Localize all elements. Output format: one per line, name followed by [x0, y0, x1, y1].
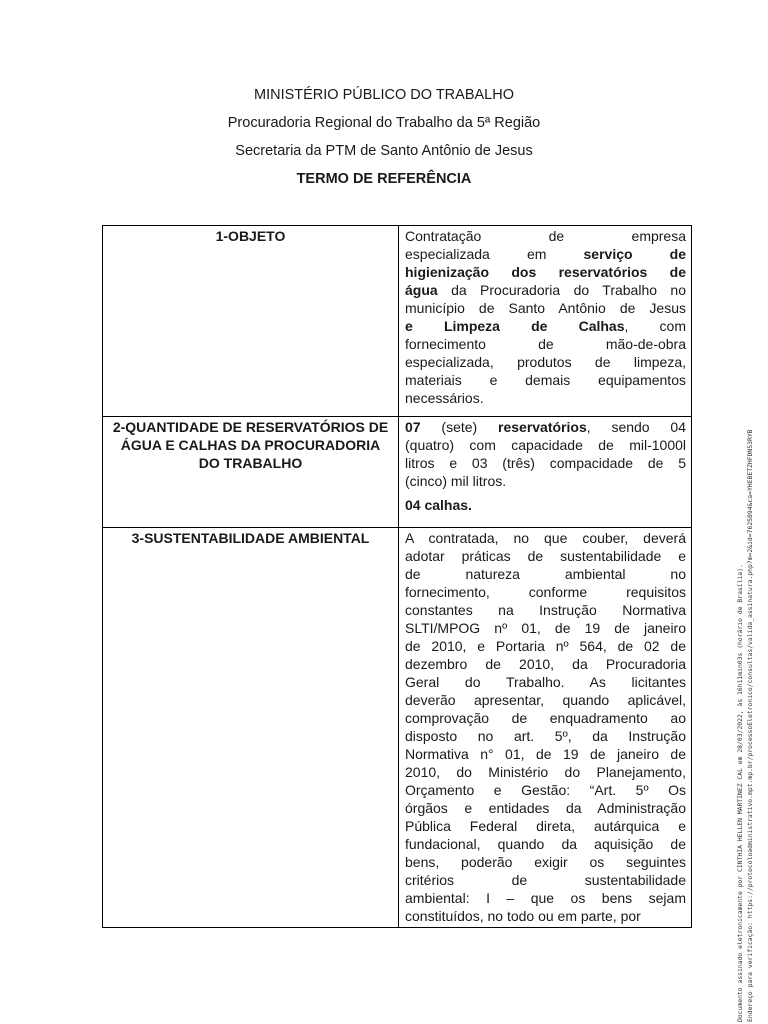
text-line: (quatro) com capacidade de mil-1000l: [405, 437, 686, 453]
text-line: ambiental: I – que os bens sejam: [405, 890, 686, 906]
row-label-quantidade: 2-QUANTIDADE DE RESERVATÓRIOS DE ÁGUA E CALHAS DA PROCURADORIA DO TRABALHO: [103, 417, 399, 528]
text-line: 04 calhas.: [405, 497, 472, 513]
text-line: critérios de sustentabilidade: [405, 872, 686, 888]
table-row: [103, 417, 692, 528]
text-line: água da Procuradoria do Trabalho no: [405, 282, 686, 298]
text-line: Geral do Trabalho. As licitantes: [405, 674, 686, 690]
table-row: [103, 528, 692, 928]
row-value-objeto: [399, 226, 692, 417]
text-line: fundacional, quando da aquisição de: [405, 836, 686, 852]
text-line: Orçamento e Gestão: “Art. 5º Os: [405, 782, 686, 798]
text-line: 07 (sete) reservatórios, sendo 04: [405, 419, 686, 435]
row-value-sustentabilidade: [399, 528, 692, 928]
reference-table: [102, 225, 692, 928]
text-line: deverão apresentar, quando aplicável,: [405, 692, 686, 708]
text-line: comprovação de enquadramento ao: [405, 710, 686, 726]
signature-line: Documento assinado eletronicamente por CINTHIA HELLEN MARTINEZ CAL em 28/03/2022, às 16h11min03s (horário de Brasília).: [736, 564, 744, 1022]
verification-url-line: Endereço para verificação: https://protocoloadministrativo.mpt.mp.br/processoEletronico/consultas/valida_assinatura.php?m=2&id=7625894&ca=YHEBETZHFDN53RYB: [746, 429, 754, 1022]
text-line: órgãos e entidades da Administração: [405, 800, 686, 816]
text-line: especializada, produtos de limpeza,: [405, 354, 686, 370]
text-line: constituídos, no todo ou em parte, por: [405, 908, 641, 924]
text-line: Contratação de empresa: [405, 228, 686, 244]
text-line: litros e 03 (três) compacidade de 5: [405, 455, 686, 471]
region-heading: Procuradoria Regional do Trabalho da 5ª Região: [227, 115, 541, 131]
text-line: fornecimento, conforme requisitos: [405, 584, 686, 600]
table-row: [103, 226, 692, 417]
text-line: A contratada, no que couber, deverá: [405, 530, 686, 546]
row-label-sustentabilidade: 3-SUSTENTABILIDADE AMBIENTAL: [103, 528, 399, 928]
text-line: materiais e demais equipamentos: [405, 372, 686, 388]
text-line: de natureza ambiental no: [405, 566, 686, 582]
text-line: município de Santo Antônio de Jesus: [405, 300, 686, 316]
row-label-objeto: 1-OBJETO: [103, 226, 399, 417]
secretariat-heading: Secretaria da PTM de Santo Antônio de Jesus: [235, 143, 533, 159]
text-line: adotar práticas de sustentabilidade e: [405, 548, 686, 564]
document-title: TERMO DE REFERÊNCIA: [296, 171, 472, 187]
electronic-signature-note: [735, 429, 755, 1022]
row-value-quantidade: [399, 417, 692, 528]
ministry-heading: MINISTÉRIO PÚBLICO DO TRABALHO: [254, 87, 514, 103]
text-line: e Limpeza de Calhas, com: [405, 318, 687, 334]
text-line: disposto no art. 5º, da Instrução: [405, 728, 686, 744]
text-line: necessários.: [405, 390, 484, 406]
text-line: Normativa n° 01, de 19 de janeiro de: [405, 746, 686, 762]
text-line: (cinco) mil litros.: [405, 473, 507, 489]
text-line: de 2010, e Portaria nº 564, de 02 de: [405, 638, 686, 654]
text-line: dezembro de 2010, da Procuradoria: [405, 656, 686, 672]
text-line: bens, poderão exigir os seguintes: [405, 854, 686, 870]
text-line: higienização dos reservatórios de: [405, 264, 686, 280]
text-line: constantes na Instrução Normativa: [405, 602, 686, 618]
text-line: SLTI/MPOG nº 01, de 19 de janeiro: [405, 620, 686, 636]
text-line: 2010, do Ministério do Planejamento,: [405, 764, 686, 780]
text-line: fornecimento de mão-de-obra: [405, 336, 686, 352]
text-line: especializada em serviço de: [405, 246, 687, 262]
text-line: Pública Federal direta, autárquica e: [405, 818, 686, 834]
